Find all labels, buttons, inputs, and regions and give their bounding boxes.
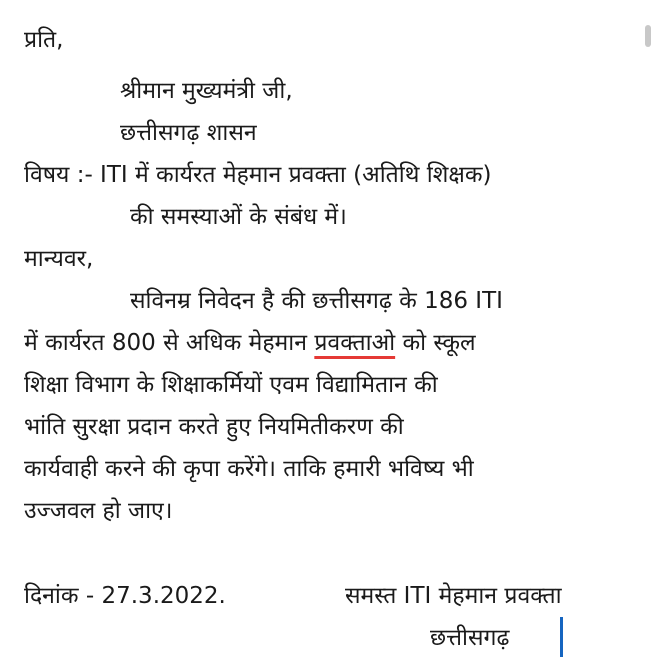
body-line-2-after: को स्कूल	[395, 330, 476, 356]
body-line-2-before: में कार्यरत 800 से अधिक मेहमान	[24, 330, 315, 356]
body-line-2	[24, 325, 633, 361]
greeting: मान्यवर,	[24, 246, 94, 272]
text-cursor	[560, 617, 563, 657]
subject-line-2: की समस्याओं के संबंध में।	[130, 204, 347, 230]
signature-line-1: समस्त ITI मेहमान प्रवक्ता	[345, 583, 562, 609]
body-line-4: भांति सुरक्षा प्रदान करते हुए नियमितीकरण की	[24, 414, 404, 440]
recipient-name: श्रीमान मुख्यमंत्री जी,	[120, 78, 293, 104]
scrollbar-thumb[interactable]	[645, 25, 651, 47]
letter-to-label: प्रति,	[24, 27, 64, 53]
body-line-5: कार्यवाही करने की कृपा करेंगे। ताकि हमारी भविष्य भी	[24, 456, 474, 482]
subject-line-1: विषय :- ITI में कार्यरत मेहमान प्रवक्ता (अतिथि शिक्षक)	[24, 162, 492, 188]
spellcheck-flagged-word[interactable]: प्रवक्ताओ	[314, 330, 396, 356]
recipient-office: छत्तीसगढ़ शासन	[120, 120, 257, 146]
letter-date: दिनांक - 27.3.2022.	[24, 583, 226, 609]
signature-line-2: छत्तीसगढ़	[430, 625, 510, 651]
body-line-3: शिक्षा विभाग के शिक्षाकर्मियों एवम विद्यामितान की	[24, 372, 438, 398]
body-line-6: उज्जवल हो जाए।	[24, 498, 173, 524]
body-line-1: सविनम्र निवेदन है की छत्तीसगढ़ के 186 ITI	[130, 288, 503, 314]
